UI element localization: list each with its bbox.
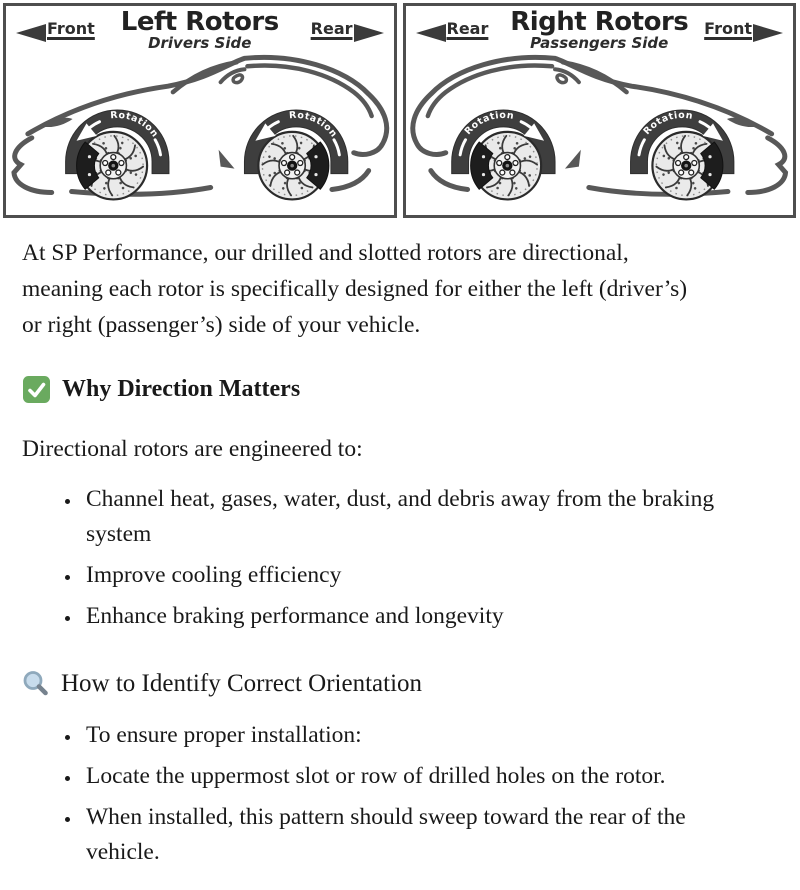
panel-subtitle: Passengers Side (530, 33, 669, 52)
rear-direction-marker (416, 14, 489, 42)
rotation-label-rear-left: Rotation (288, 109, 340, 140)
list-item: • Channel heat, gases, water, dust, and debris away from the braking system (82, 482, 732, 554)
heading-text: How to Identify Correct Orientation (61, 670, 423, 698)
check-mark-icon (22, 375, 51, 404)
direction-label: Rear (446, 18, 489, 38)
list-item: • Locate the uppermost slot or row of drilled holes on the rotor. (82, 759, 732, 795)
panel-title: Left Rotors (120, 7, 279, 37)
right-arrow-icon (753, 24, 783, 42)
orientation-steps-list (22, 718, 732, 872)
magnifying-glass-icon (22, 670, 50, 698)
rotation-label-front-left: Rotation (109, 109, 161, 140)
list-item: • Enhance braking performance and longevity (82, 599, 732, 635)
panel-subtitle: Drivers Side (148, 33, 252, 52)
direction-label: Rear (310, 18, 353, 38)
right-panel-titles (510, 9, 688, 51)
rear-direction-marker (311, 14, 384, 42)
left-rotors-panel (3, 3, 397, 218)
direction-label: Front (704, 18, 752, 38)
lead-text: Directional rotors are engineered to: (22, 435, 363, 462)
left-panel-titles (121, 9, 279, 51)
front-direction-marker (704, 14, 783, 42)
rotor-direction-diagrams (0, 0, 800, 218)
left-panel-header (6, 6, 394, 58)
list-item: • To ensure proper installation: (82, 718, 732, 754)
heading-text: Why Direction Matters (62, 375, 301, 402)
list-item: • When installed, this pattern should sweep toward the rear of the vehicle. (82, 800, 732, 872)
intro-paragraph: At SP Performance, our drilled and slotted rotors are directional, meaning each rotor is specifically designed for either the left (driver’s) or right (passenger’s) side of your vehicle. (22, 240, 688, 338)
left-arrow-icon (16, 24, 46, 42)
rotation-label-rear-right: Rotation (462, 109, 515, 137)
article-content (0, 218, 800, 890)
rotation-label-front-right: Rotation (641, 109, 694, 137)
front-direction-marker (16, 14, 95, 42)
section-heading-why-direction-matters (22, 371, 780, 408)
left-arrow-icon (416, 24, 446, 42)
right-arrow-icon (354, 24, 384, 42)
direction-label: Front (47, 18, 95, 38)
list-item: • Improve cooling efficiency (82, 558, 732, 594)
panel-title: Right Rotors (510, 7, 689, 37)
section-heading-identify-orientation (22, 665, 780, 703)
benefits-list (22, 482, 732, 636)
right-panel-header (406, 6, 794, 58)
right-rotors-panel (403, 3, 797, 218)
